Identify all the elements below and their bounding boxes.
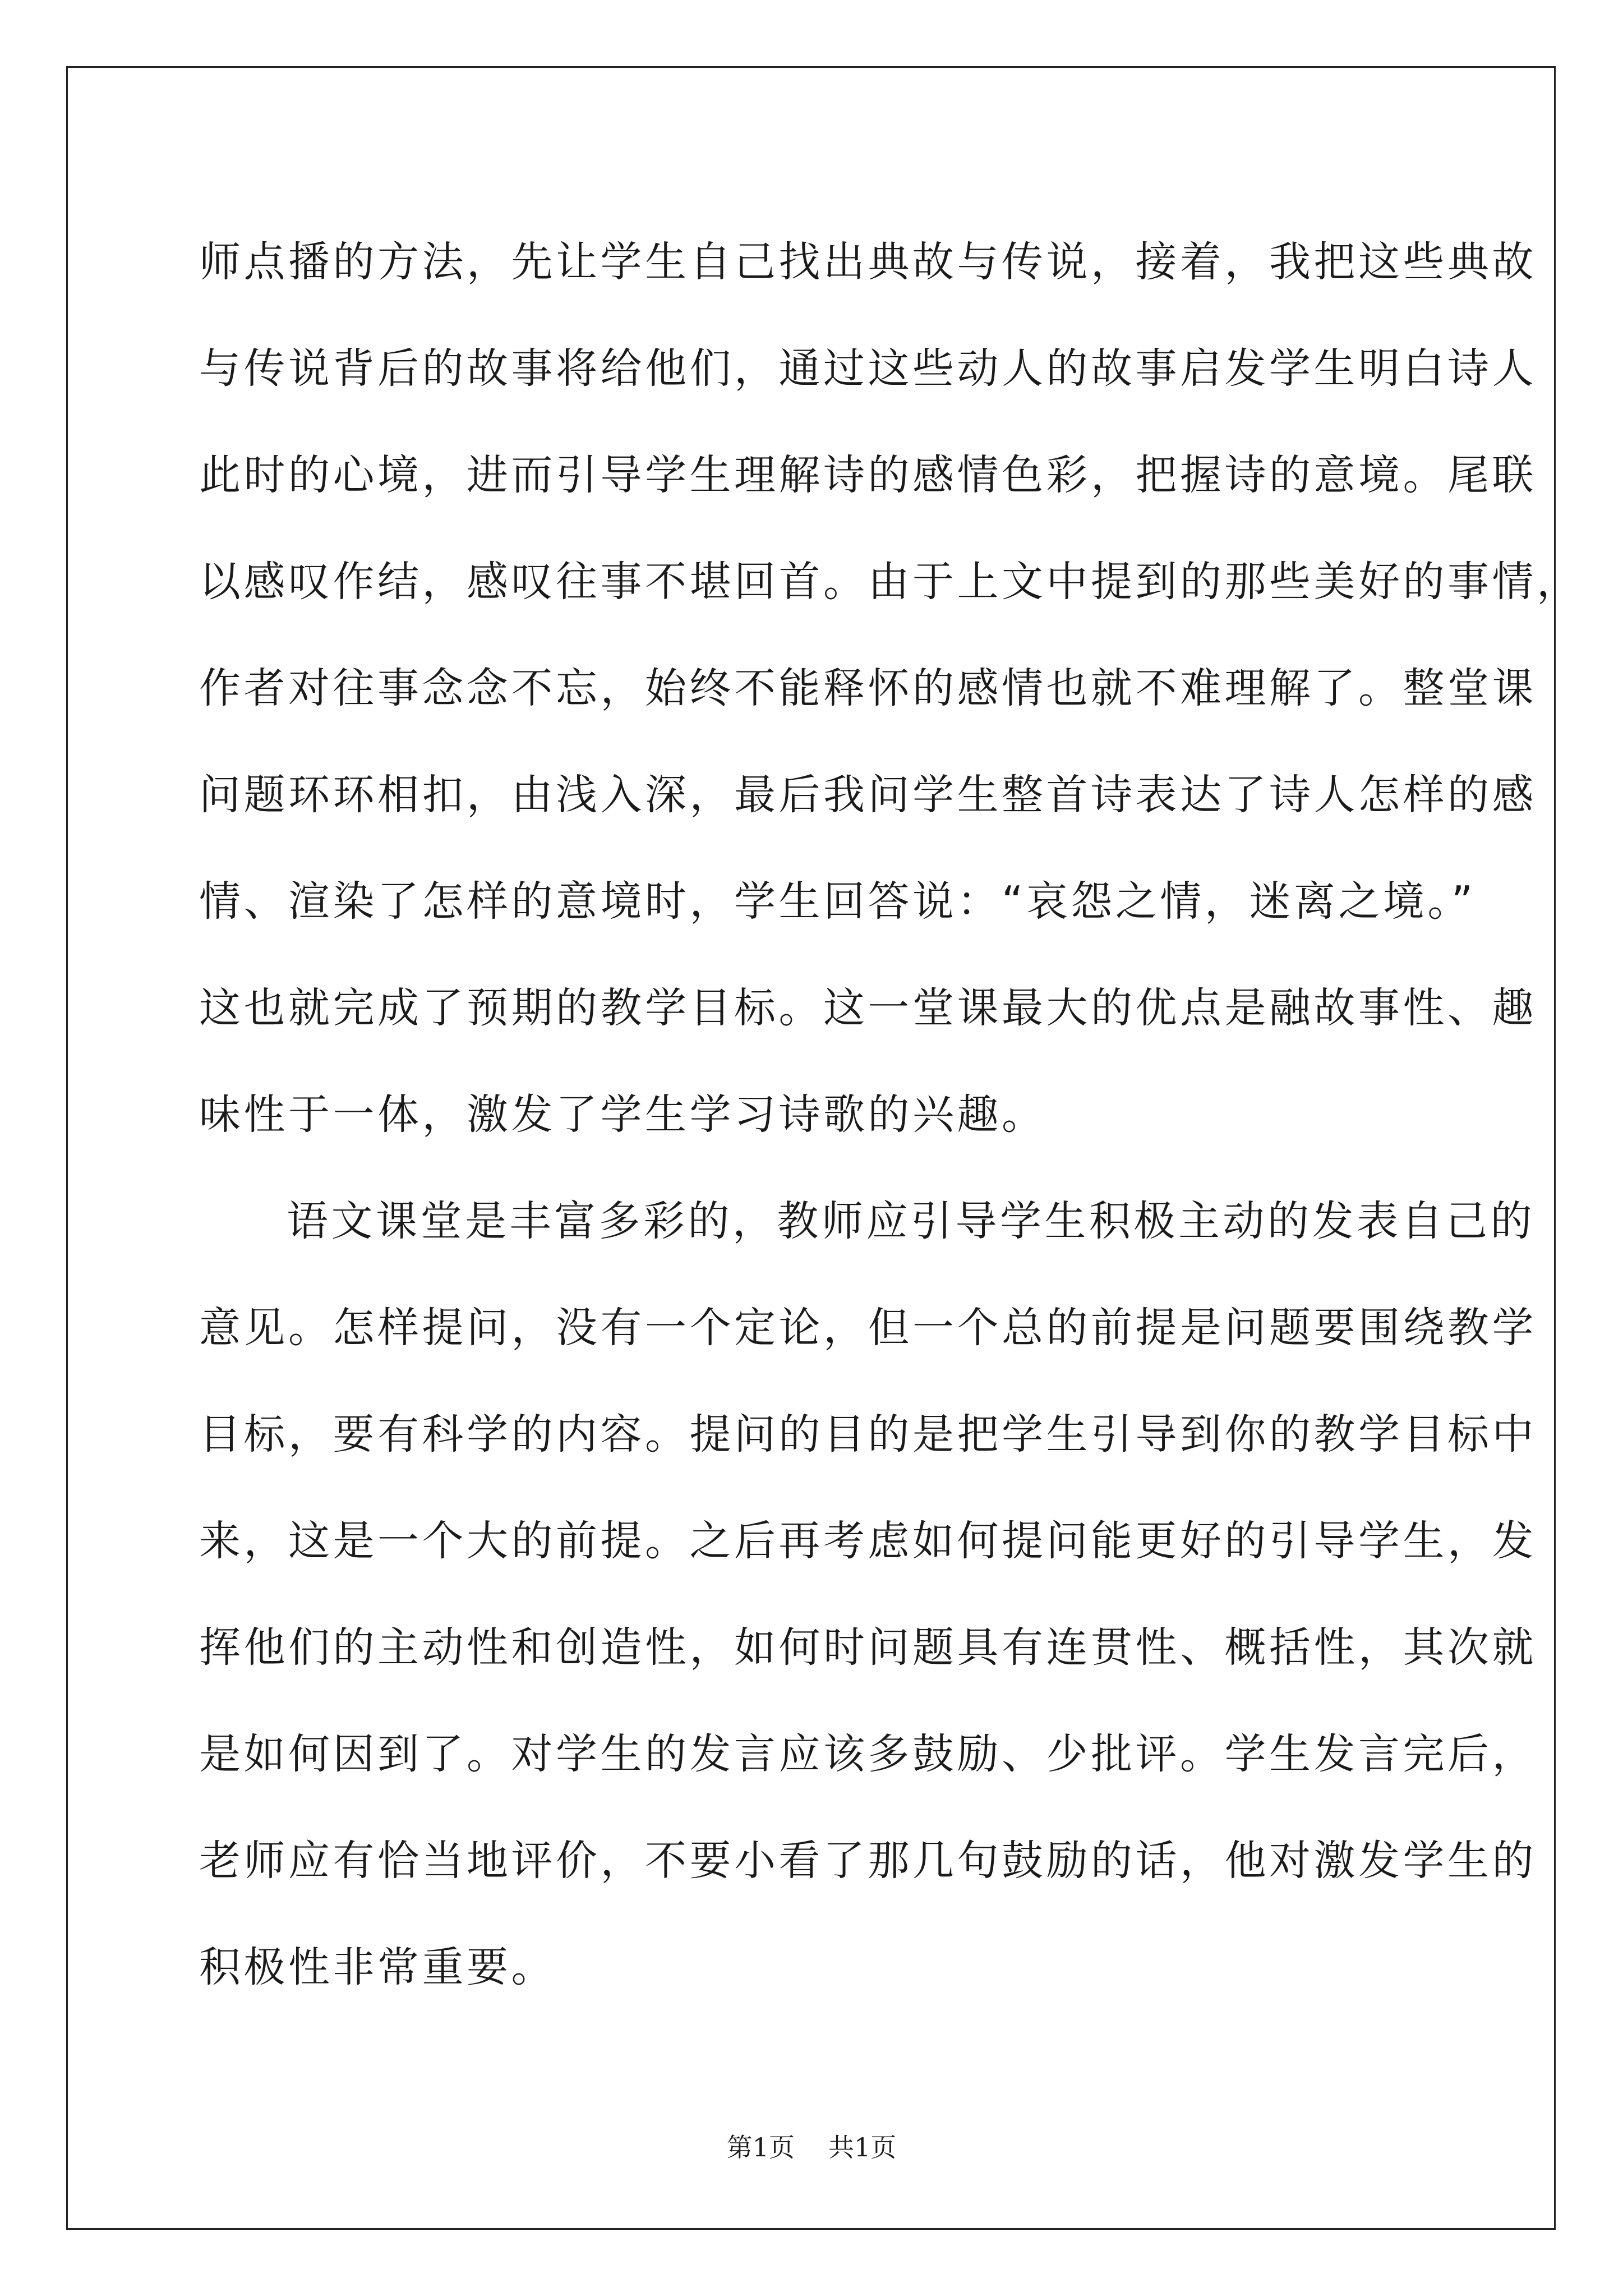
text-line: 以感叹作结，感叹往事不堪回首。由于上文中提到的那些美好的事情，: [199, 558, 1581, 606]
text-line: 意见。怎样提问，没有一个定论，但一个总的前提是问题要围绕教学: [199, 1304, 1537, 1352]
text-line: 师点播的方法，先让学生自己找出典故与传说，接着，我把这些典故: [199, 238, 1537, 286]
text-line: 是如何因到了。对学生的发言应该多鼓励、少批评。学生发言完后，: [199, 1730, 1537, 1778]
page-number-total: 共1页: [828, 2132, 897, 2162]
paragraph-first-line: 语文课堂是丰富多彩的，教师应引导学生积极主动的发表自己的: [287, 1197, 1535, 1245]
page-footer: [0, 2127, 1623, 2164]
text-line: 来，这是一个大的前提。之后再考虑如何提问能更好的引导学生，发: [199, 1517, 1537, 1565]
text-line: 此时的心境，进而引导学生理解诗的感情色彩，把握诗的意境。尾联: [199, 451, 1537, 499]
text-line: 老师应有恰当地评价，不要小看了那几句鼓励的话，他对激发学生的: [199, 1837, 1537, 1885]
text-line: 这也就完成了预期的教学目标。这一堂课最大的优点是融故事性、趣: [199, 984, 1537, 1032]
text-line: 问题环环相扣，由浅入深，最后我问学生整首诗表达了诗人怎样的感: [199, 771, 1537, 819]
text-line: 情、渲染了怎样的意境时，学生回答说：“哀怨之情，迷离之境。”: [199, 877, 1476, 926]
text-line: 味性于一体，激发了学生学习诗歌的兴趣。: [199, 1091, 1046, 1139]
text-line: 挥他们的主动性和创造性，如何时问题具有连贯性、概括性，其次就: [199, 1623, 1537, 1672]
text-line: 积极性非常重要。: [199, 1943, 556, 1991]
text-line: 与传说背后的故事将给他们，通过这些动人的故事启发学生明白诗人: [199, 344, 1537, 393]
page-number-current: 第1页: [726, 2132, 795, 2162]
text-line: 目标，要有科学的内容。提问的目的是把学生引导到你的教学目标中: [199, 1410, 1537, 1458]
body-text: [199, 209, 1581, 2021]
text-line: 作者对往事念念不忘，始终不能释怀的感情也就不难理解了。整堂课: [199, 664, 1537, 712]
